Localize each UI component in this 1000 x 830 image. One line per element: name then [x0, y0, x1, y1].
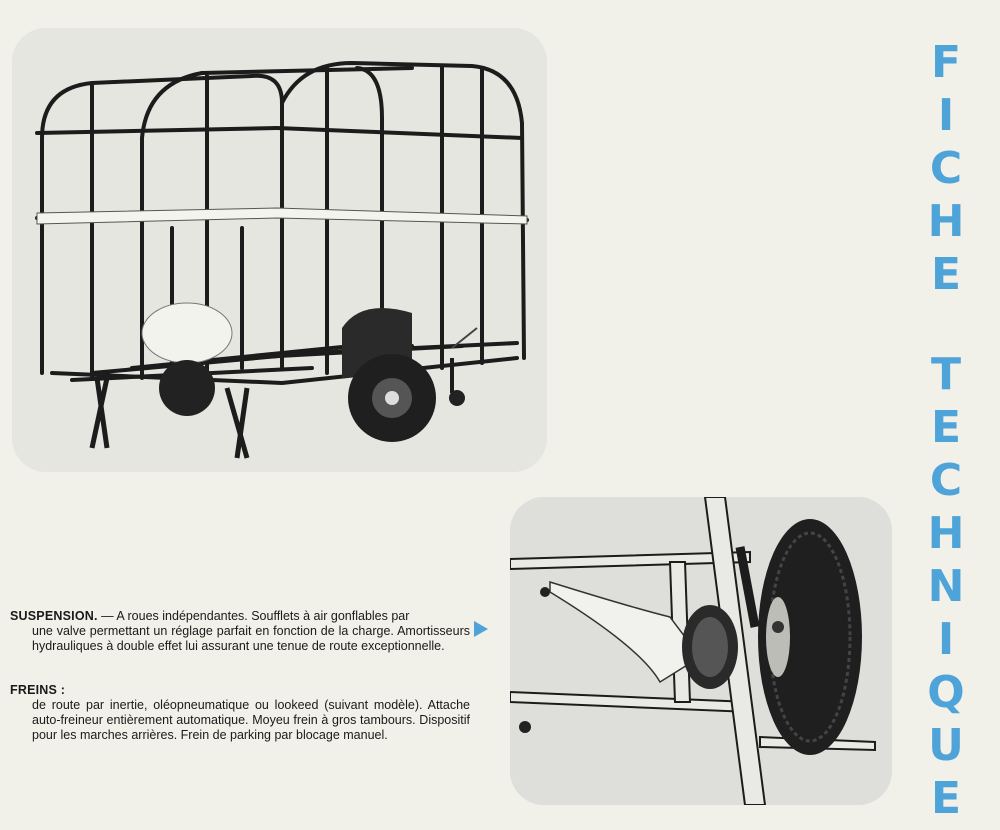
- title-letter: E: [930, 249, 962, 300]
- title-letter: I: [937, 614, 955, 665]
- suspension-detail-illustration: [510, 497, 892, 805]
- caravan-frame-photo: [12, 28, 547, 472]
- suspension-spec: [10, 609, 470, 654]
- title-letter: C: [929, 143, 963, 194]
- caravan-frame-illustration: [12, 28, 547, 472]
- title-letter: Q: [927, 667, 965, 718]
- title-letter: F: [930, 37, 962, 88]
- title-letter: H: [927, 508, 965, 559]
- pointer-arrow-icon: [474, 621, 488, 637]
- suspension-text-first: — A roues indépendantes. Soufflets à air gonflables par: [97, 609, 410, 623]
- title-technique: [916, 348, 976, 825]
- title-letter: C: [929, 455, 963, 506]
- suspension-detail-photo: [510, 497, 892, 805]
- title-fiche: [916, 36, 976, 301]
- title-letter: E: [930, 773, 962, 824]
- freins-spec: [10, 683, 470, 743]
- title-letter: U: [928, 720, 964, 771]
- freins-text: de route par inertie, oléopneumatique ou lookeed (suivant modèle). Attache auto-freineur entièrement automatique. Moyeu frein à gros tambours. Dispositif pour les marches arrières. Frein de parking par blocage manuel.: [32, 698, 470, 742]
- freins-label: FREINS :: [10, 683, 66, 697]
- title-letter: N: [927, 561, 965, 612]
- suspension-label: SUSPENSION.: [10, 609, 98, 623]
- title-letter: E: [930, 402, 962, 453]
- title-letter: T: [930, 349, 961, 400]
- title-letter: I: [937, 90, 955, 141]
- title-letter: H: [927, 196, 965, 247]
- suspension-text: une valve permettant un réglage parfait en fonction de la charge. Amortisseurs hydrauliques à double effet lui assurant une tenue de route exceptionnelle.: [32, 624, 470, 653]
